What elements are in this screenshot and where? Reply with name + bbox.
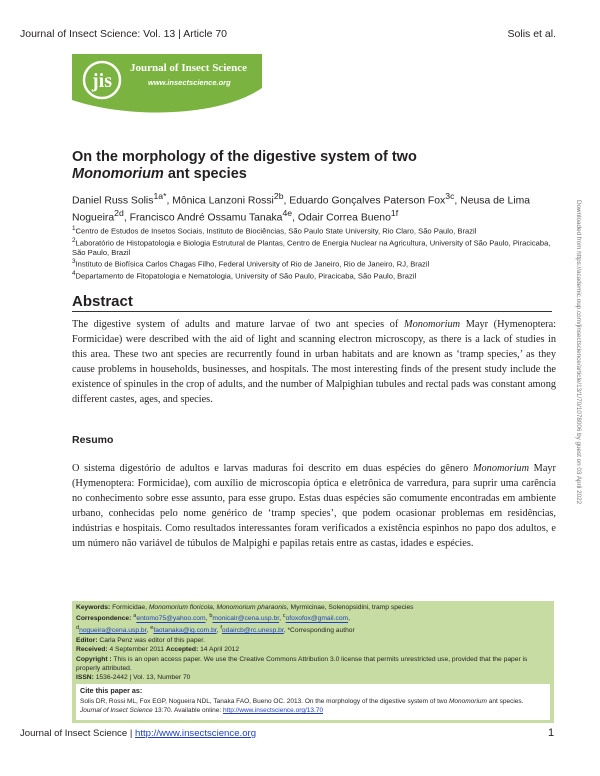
editor-text: Carla Penz was editor of this paper. (99, 636, 205, 644)
issn-line (76, 673, 550, 682)
affiliation (72, 269, 552, 281)
affiliation-number: 3 (72, 258, 76, 266)
accepted-date: 14 April 2012 (200, 646, 240, 654)
author-sup: 4e (282, 208, 293, 219)
copyright-line (76, 655, 550, 674)
affiliation (72, 236, 552, 257)
logo-mark: jis (92, 70, 112, 92)
abstract-text: The digestive system of adults and mature larvae of two ant species of (72, 319, 404, 330)
author-name: Mônica Lanzoni Rossi (172, 195, 274, 207)
author-name: Eduardo Gonçalves Paterson Fox (289, 195, 446, 207)
affiliation-text: Laboratório de Histopatologia e Biologia Estrutural de Plantas, Centro de Energia Nuclear na Agricultura, University of São Paulo, Piracicaba, São Paulo, Brazil (72, 238, 551, 257)
affiliation (72, 257, 552, 269)
author-list: Daniel Russ Solis$^{1a*}$, Mônica Lanzoni Rossi$^{2b}$, Eduardo Gonçalves Paterson Fox$^{3c}$, Neusa de Lima Nogueira$^{2d}$, Francisco André Ossamu Tanaka$^{4e}$, Odair Correa Bueno$^{1f}$ (72, 191, 531, 224)
editor-line (76, 636, 550, 645)
affiliation-text: Centro de Estudos de Insetos Sociais, Instituto de Biociências, São Paulo State University, Rio Claro, São Paulo, Brazil (75, 226, 477, 236)
citation-part: 13:70. Available online: (152, 707, 223, 714)
affiliation-text: Instituto de Biofísica Carlos Chagas Filho, Federal University of Rio de Janeiro, Rio de Janeiro, RJ, Brazil (75, 259, 430, 269)
citation-genus: Monomorium (449, 698, 487, 705)
running-header-author: Solis et al. (507, 28, 556, 40)
received-label: Received: (76, 646, 108, 654)
title-line-2-rest: ant species (163, 166, 247, 182)
citation-journal: Journal of Insect Science (80, 707, 153, 714)
abstract-heading: Abstract (72, 293, 133, 310)
abstract-rule (72, 311, 552, 312)
journal-logo-graphic (72, 54, 262, 116)
citation-link[interactable]: http://www.insectscience.org/13.70 (222, 707, 324, 714)
page-footer (20, 728, 256, 739)
author-sup: 3c (445, 191, 455, 201)
download-note-text: Downloaded from https://academic.oup.com/jinsectscience/article/13/1/70/1078006 by guest on 03 April 2022 (575, 200, 582, 505)
issn-text: 1536-2442 | Vol. 13, Number 70 (95, 674, 191, 682)
resumo-text: Mayr (Hymenoptera: Formicidae), com auxílio de microscopia óptica e eletrônica de varredura, para suprir uma carência no conhecimento sobre esse assunto, para esse grupo. Estas duas espécies são comumente encontradas em ambiente urbano, conhecidas pelo nome genérico de ‘tramp species’, que podem ocasionar problemas em residências, indústrias e hospitais. Como resultados interessantes foram verificados a existência espinhos no papo dos adultos, e um número não variável de túbulos de Malpighi e papilas retais entre as castas, idades e espécies. (72, 463, 556, 549)
correspondence-line: Correspondence: $^a$entomo75@yahoo.com, $^b$monicalr@cena.usp.br, $^c$ofoxofox@gmail.com, (76, 613, 350, 623)
resumo-genus: Monomorium (472, 463, 530, 474)
email-link[interactable]: monicalr@cena.usp.br (212, 615, 280, 623)
email-link[interactable]: entomo75@yahoo.com (136, 615, 206, 623)
citation-part: ant species. (486, 698, 524, 705)
keywords-line (76, 603, 550, 612)
keywords-text: , Myrmicinae, Solenopsidini, tramp species (286, 604, 414, 611)
dates-line (76, 645, 550, 654)
footer-link[interactable]: http://www.insectscience.org (135, 728, 257, 739)
author-sup: 1a* (153, 191, 167, 201)
citation-heading: Cite this paper as: (80, 686, 143, 695)
journal-logo[interactable] (72, 54, 262, 116)
resumo-text: O sistema digestório de adultos e larvas maduras foi descrito em duas espécies do gênero (72, 463, 473, 474)
author-sup: 1f (390, 208, 399, 219)
affiliation-number: 4 (72, 270, 76, 278)
affiliation-number: 2 (72, 236, 76, 244)
affiliation-number: 1 (72, 225, 76, 232)
email-link[interactable]: odaircb@rc.unesp.br (221, 627, 284, 635)
keyword-species: Monomorium pharaonis (216, 604, 287, 611)
affiliation-list (72, 224, 552, 281)
email-link[interactable]: nogueira@cena.usp.br (79, 627, 147, 635)
download-side-note (567, 200, 581, 580)
correspondence-line-2: $^d$nogueira@cena.usp.br, $^e$faotanaka@ig.com.br, $^f$odaircb@rc.unesp.br, *Corresponding author (76, 625, 355, 635)
affiliation (72, 224, 552, 236)
paper-title (72, 149, 512, 183)
author-name: Daniel Russ Solis (72, 195, 154, 207)
logo-journal-name: Journal of Insect Science (130, 62, 248, 74)
email-letter: f (220, 625, 222, 632)
citation-text (80, 697, 546, 715)
article-info (76, 603, 550, 683)
email-letter: d (76, 625, 80, 632)
received-date: 4 September 2011 (109, 646, 164, 654)
email-link[interactable]: faotanaka@ig.com.br (153, 627, 217, 635)
copyright-label: Copyright : (76, 655, 112, 663)
email-letter: c (282, 613, 286, 620)
logo-url: www.insectscience.org (148, 78, 231, 87)
author-name: Francisco André Ossamu Tanaka (129, 212, 283, 224)
keyword-species: Monomorium floricola (148, 604, 213, 611)
title-genus: Monomorium (72, 166, 164, 182)
email-letter: e (150, 625, 154, 632)
abstract-text: Mayr (Hymenoptera: Formicidae) were described with the aid of light and scanning electron microscopy, as there is a lack of studies in this area. These two ant species are recurrently found in urban habitats and are known as ‘tramp species,’ as they cause problems in households, businesses, and hospitals. The most interesting finds of the present study include the existence of spinules in the crop of adults, and the number of Malpighian tubules and rectal pads was constant among different castes, ages, and species. (72, 319, 557, 405)
issn-label: ISSN: (76, 674, 94, 682)
correspondence-label: Correspondence: (76, 615, 132, 623)
email-letter: a (133, 613, 137, 620)
resumo-heading: Resumo (72, 434, 114, 446)
author-name: Odair Correa Bueno (297, 212, 391, 224)
resumo-body (72, 462, 556, 551)
keywords-text: , (212, 604, 217, 611)
email-link[interactable]: ofoxofox@gmail.com (285, 615, 349, 623)
copyright-text: This is an open access paper. We use the Creative Commons Attribution 3.0 license that permits unrestricted use, provided that the paper is properly attributed. (76, 655, 528, 672)
title-line-1: On the morphology of the digestive system of two (72, 149, 417, 165)
editor-label: Editor: (76, 636, 98, 644)
corresponding-note: *Corresponding author (287, 627, 355, 635)
running-header-journal: Journal of Insect Science: Vol. 13 | Article 70 (20, 28, 228, 40)
author-sup: 2b (273, 191, 284, 201)
page-number: 1 (548, 727, 555, 739)
citation-part: Solis DR, Rossi ML, Fox EGP, Nogueira NDL, Tanaka FAO, Bueno OC. 2013. On the morphology of the digestive system of two (80, 698, 449, 705)
keywords-text: Formicidae, (112, 604, 149, 611)
footer-journal: Journal of Insect Science | (20, 728, 136, 739)
abstract-genus: Monomorium (404, 319, 461, 330)
author-sup: 2d (114, 208, 124, 219)
affiliation-text: Departamento de Fitopatologia e Nematologia, University of São Paulo, Piracicaba, São Paulo, Brazil (75, 271, 417, 281)
abstract-body (72, 318, 556, 407)
accepted-label: Accepted: (165, 646, 199, 654)
keywords-label: Keywords: (76, 604, 111, 611)
author-name: Neusa de Lima Nogueira (72, 195, 531, 224)
email-letter: b (209, 613, 213, 620)
